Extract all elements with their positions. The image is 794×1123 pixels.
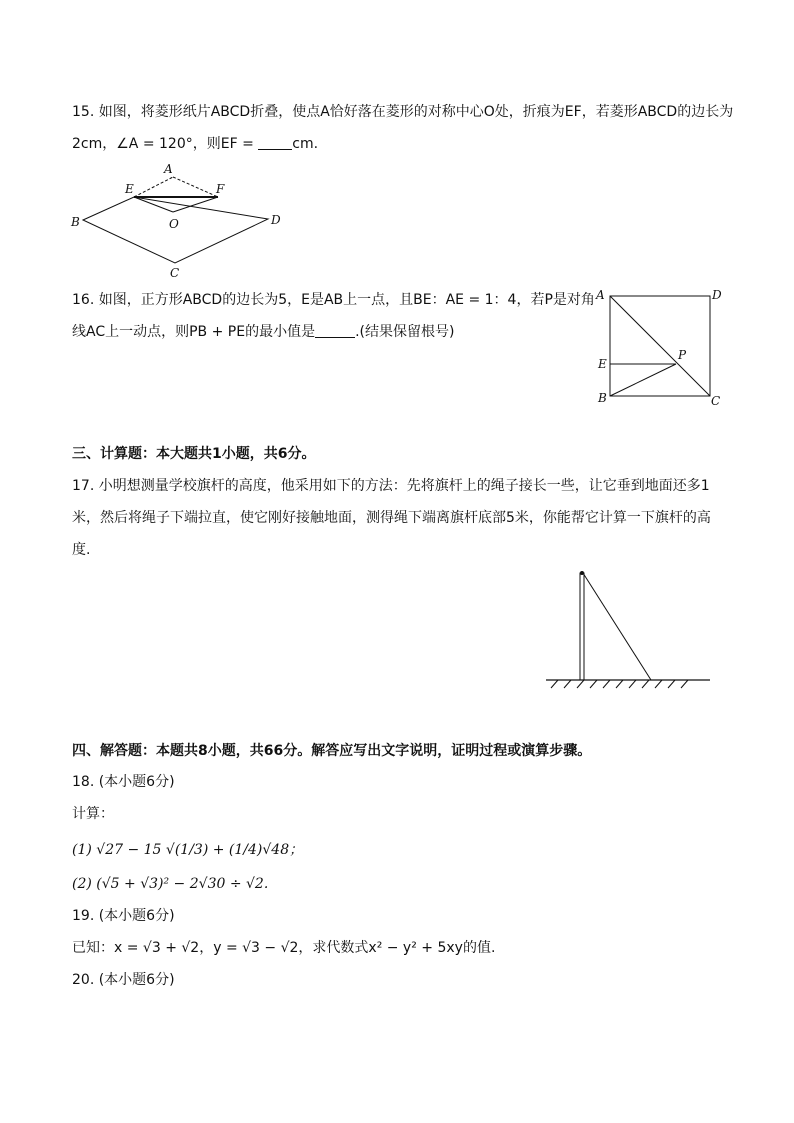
q16-line-1: 16. 如图，正方形ABCD的边长为5，E是AB上一点，且BE：AE = 1：4，若P是对角 xyxy=(72,292,595,308)
q17-line-3: 度. xyxy=(72,542,91,558)
q16-line-2-end: .(结果保留根号) xyxy=(355,324,455,340)
label-a-16: A xyxy=(596,288,605,302)
section-3-heading: 三、计算题：本大题共1小题，共6分。 xyxy=(72,446,316,462)
q16-answer-blank xyxy=(315,323,355,338)
q15-answer-blank xyxy=(258,135,292,150)
label-c-16: C xyxy=(711,394,721,408)
q18-intro: 计算： xyxy=(72,806,114,822)
dashed-ae xyxy=(134,177,173,197)
rope xyxy=(583,573,651,680)
q17-line-1: 17. 小明想测量学校旗杆的高度，他采用如下的方法：先将旗杆上的绳子接长一些，让它垂到地面还多1 xyxy=(72,478,710,494)
q18-header: 18. (本小题6分) xyxy=(72,774,175,790)
flagpole-figure xyxy=(544,568,714,692)
q15-line-2 xyxy=(72,134,318,154)
q18-part-1: (1) √27 − 15 √(1/3) + (1/4)√48； xyxy=(72,842,304,858)
q19-header: 19. (本小题6分) xyxy=(72,908,175,924)
q15-line-2-start: 2cm，∠A = 120°，则EF = xyxy=(72,136,259,152)
segment-bp xyxy=(610,364,676,396)
q16-line-2 xyxy=(72,322,454,342)
q18-part-2: (2) (√5 + √3)² − 2√30 ÷ √2. xyxy=(72,876,269,892)
label-e-15: E xyxy=(125,182,134,196)
label-e-16: E xyxy=(598,357,607,371)
label-d-16: D xyxy=(712,288,722,302)
dashed-af xyxy=(173,177,218,197)
q15-line-2-end: cm. xyxy=(292,136,319,152)
q16-line-2-start: 线AC上一动点，则PB + PE的最小值是 xyxy=(72,324,316,340)
label-b-16: B xyxy=(598,391,607,405)
flagpole xyxy=(580,573,584,680)
label-a-15: A xyxy=(164,162,173,176)
fold-eo xyxy=(134,197,173,212)
diagonal-ac xyxy=(610,296,710,396)
section-4-heading: 四、解答题：本题共8小题，共66分。解答应写出文字说明，证明过程或演算步骤。 xyxy=(72,743,592,759)
ground-hatching xyxy=(551,680,688,688)
q17-line-2: 米，然后将绳子下端拉直，使它刚好接触地面，测得绳下端离旗杆底部5米，你能帮它计算一下旗杆的高 xyxy=(72,510,711,526)
label-f-15: F xyxy=(216,182,225,196)
q20-header: 20. (本小题6分) xyxy=(72,972,175,988)
q15-line-1: 15. 如图，将菱形纸片ABCD折叠，使点A恰好落在菱形的对称中心O处，折痕为EF，若菱形ABCD的边长为 xyxy=(72,104,734,120)
square-figure xyxy=(594,285,734,410)
label-b-15: B xyxy=(71,215,80,229)
label-c-15: C xyxy=(170,266,180,280)
rhombus-figure xyxy=(68,162,288,280)
label-p-16: P xyxy=(678,348,687,362)
label-d-15: D xyxy=(271,213,281,227)
label-o-15: O xyxy=(169,217,179,231)
q19-text: 已知：x = √3 + √2，y = √3 − √2，求代数式x² − y² + 5xy的值. xyxy=(72,940,496,956)
